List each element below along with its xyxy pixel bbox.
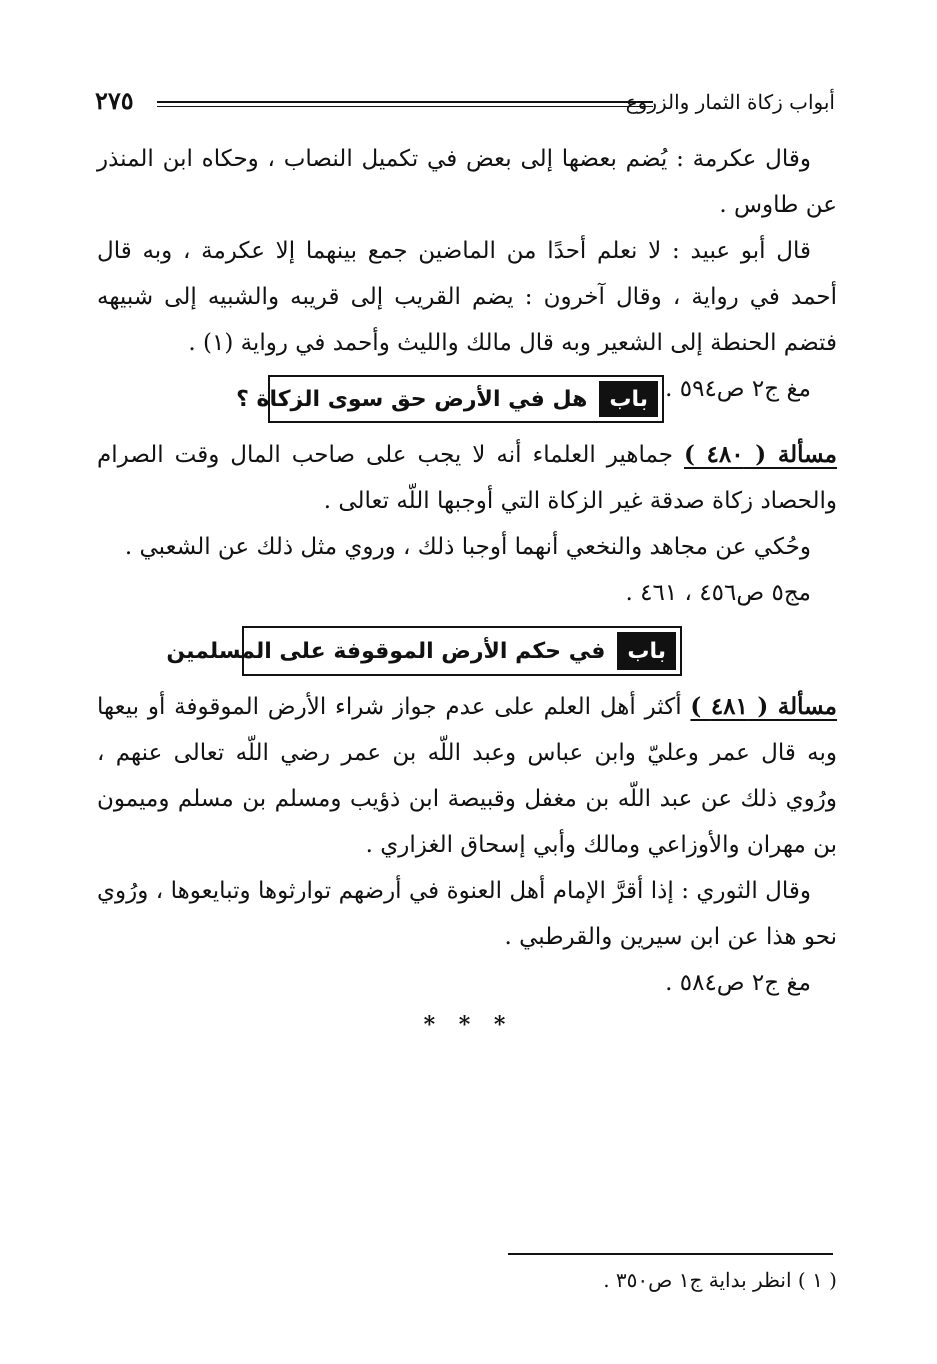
- section-1: [97, 136, 837, 412]
- section-3: [97, 684, 837, 1006]
- chapter-title: هل في الأرض حق سوى الزكاة ؟: [236, 386, 588, 412]
- paragraph: وحُكي عن مجاهد والنخعي أنهما أوجبا ذلك ، وروي مثل ذلك عن الشعبي .: [124, 534, 811, 560]
- section-separator: * * *: [423, 1012, 514, 1038]
- page-number: ٢٧٥: [95, 86, 134, 115]
- footnote: ( ١ ) انظر بداية ج١ ص٣٥٠ .: [603, 1268, 837, 1292]
- paragraph: وقال عكرمة : يُضم بعضها إلى بعض في تكميل النصاب ، وحكاه ابن المنذر عن طاوس .: [97, 146, 837, 218]
- reference: مغ ج٢ ص٥٨٤ .: [665, 970, 811, 996]
- section-2: [97, 432, 837, 616]
- chapter-heading-2: [166, 626, 682, 676]
- reference: مغ ج٢ ص٥٩٤ .: [665, 376, 811, 402]
- header-title: أبواب زكاة الثمار والزروع: [625, 90, 835, 114]
- bab-label: باب: [599, 381, 658, 417]
- masala-label: مسألة ( ٤٨١ ): [690, 693, 837, 720]
- bab-label: باب: [617, 632, 676, 670]
- paragraph: [97, 432, 837, 524]
- masala-text: أكثر أهل العلم على عدم جواز شراء الأرض الموقوفة أو بيعها وبه قال عمر وعليّ وابن عباس وعبد اللّه بن عمر رضي اللّه تعالى عنهم ، ورُوي ذلك عن عبد اللّه بن مغفل وقبيصة ابن ذؤيب ومسلم بن مسلم وميمون بن مهران والأوزاعي ومالك وأبي إسحاق الغزاري .: [97, 694, 837, 858]
- chapter-heading-1: [236, 375, 664, 423]
- masala-text: جماهير العلماء أنه لا يجب على صاحب المال وقت الصرام والحصاد زكاة صدقة غير الزكاة التي أوجبها اللّه تعالى .: [97, 442, 837, 514]
- header-rule: [157, 101, 653, 107]
- paragraph: وقال الثوري : إذا أقرَّ الإمام أهل العنوة في أرضهم توارثوها وتبايعوها ، ورُوي نحو هذا عن ابن سيرين والقرطبي .: [97, 878, 837, 950]
- footnote-rule: [508, 1253, 833, 1255]
- running-header: [95, 84, 835, 124]
- masala-label: مسألة ( ٤٨٠ ): [683, 441, 838, 468]
- chapter-title: في حكم الأرض الموقوفة على المسلمين: [166, 638, 606, 664]
- paragraph: [97, 684, 837, 868]
- paragraph: قال أبو عبيد : لا نعلم أحدًا من الماضين جمع بينهما إلا عكرمة ، وبه قال أحمد في رواية ، وقال آخرون : يضم القريب إلى قريبه والشبيه إلى شبيهه فتضم الحنطة إلى الشعير وبه قال مالك والليث وأحمد في رواية (١) .: [97, 238, 837, 356]
- reference: مج٥ ص٤٥٦ ، ٤٦١ .: [625, 580, 811, 606]
